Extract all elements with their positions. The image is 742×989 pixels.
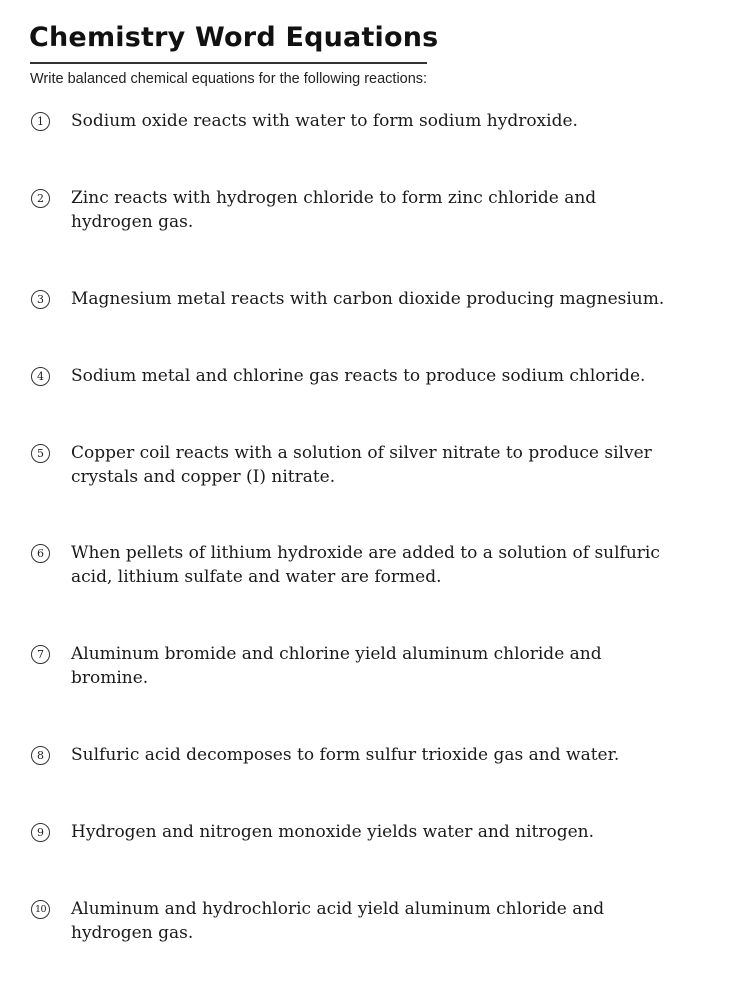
question-text bbox=[71, 642, 602, 690]
question-number: 5 bbox=[31, 444, 50, 463]
question-number: 4 bbox=[31, 367, 50, 386]
question-number: 6 bbox=[31, 544, 50, 563]
question-text bbox=[71, 743, 619, 767]
question-text bbox=[71, 364, 645, 388]
question-text-line: Magnesium metal reacts with carbon dioxide producing magnesium. bbox=[71, 289, 665, 309]
question-text-line: Sodium oxide reacts with water to form sodium hydroxide. bbox=[71, 111, 578, 131]
question-text-line: hydrogen gas. bbox=[71, 923, 194, 943]
question-number: 10 bbox=[31, 900, 50, 919]
title-underline bbox=[30, 62, 427, 64]
question-number: 8 bbox=[31, 746, 50, 765]
question-text-line: Aluminum and hydrochloric acid yield aluminum chloride and bbox=[71, 899, 605, 919]
question-text-line: hydrogen gas. bbox=[71, 212, 194, 232]
question-number: 2 bbox=[31, 189, 50, 208]
question-number: 9 bbox=[31, 823, 50, 842]
question-text-line: Hydrogen and nitrogen monoxide yields water and nitrogen. bbox=[71, 822, 595, 842]
question-text bbox=[71, 541, 660, 589]
question-text-line: acid, lithium sulfate and water are formed. bbox=[71, 567, 442, 587]
question-text bbox=[71, 897, 604, 945]
question-text-line: Sodium metal and chlorine gas reacts to produce sodium chloride. bbox=[71, 366, 646, 386]
instructions: Write balanced chemical equations for the following reactions: bbox=[30, 71, 428, 87]
question-number: 3 bbox=[31, 290, 50, 309]
question-text-line: Aluminum bromide and chlorine yield aluminum chloride and bbox=[71, 644, 602, 664]
question-text-line: Sulfuric acid decomposes to form sulfur trioxide gas and water. bbox=[71, 745, 620, 765]
question-number: 1 bbox=[31, 112, 50, 131]
question-text-line: Copper coil reacts with a solution of silver nitrate to produce silver bbox=[71, 443, 652, 463]
page-title: Chemistry Word Equations bbox=[29, 22, 439, 53]
question-text bbox=[71, 186, 596, 234]
question-number: 7 bbox=[31, 645, 50, 664]
question-text bbox=[71, 441, 652, 489]
question-text bbox=[71, 287, 664, 311]
question-text-line: When pellets of lithium hydroxide are added to a solution of sulfuric bbox=[71, 543, 660, 563]
question-text bbox=[71, 820, 594, 844]
question-text bbox=[71, 109, 578, 133]
question-text-line: Zinc reacts with hydrogen chloride to form zinc chloride and bbox=[71, 188, 597, 208]
question-text-line: bromine. bbox=[71, 668, 149, 688]
question-text-line: crystals and copper (I) nitrate. bbox=[71, 467, 336, 487]
